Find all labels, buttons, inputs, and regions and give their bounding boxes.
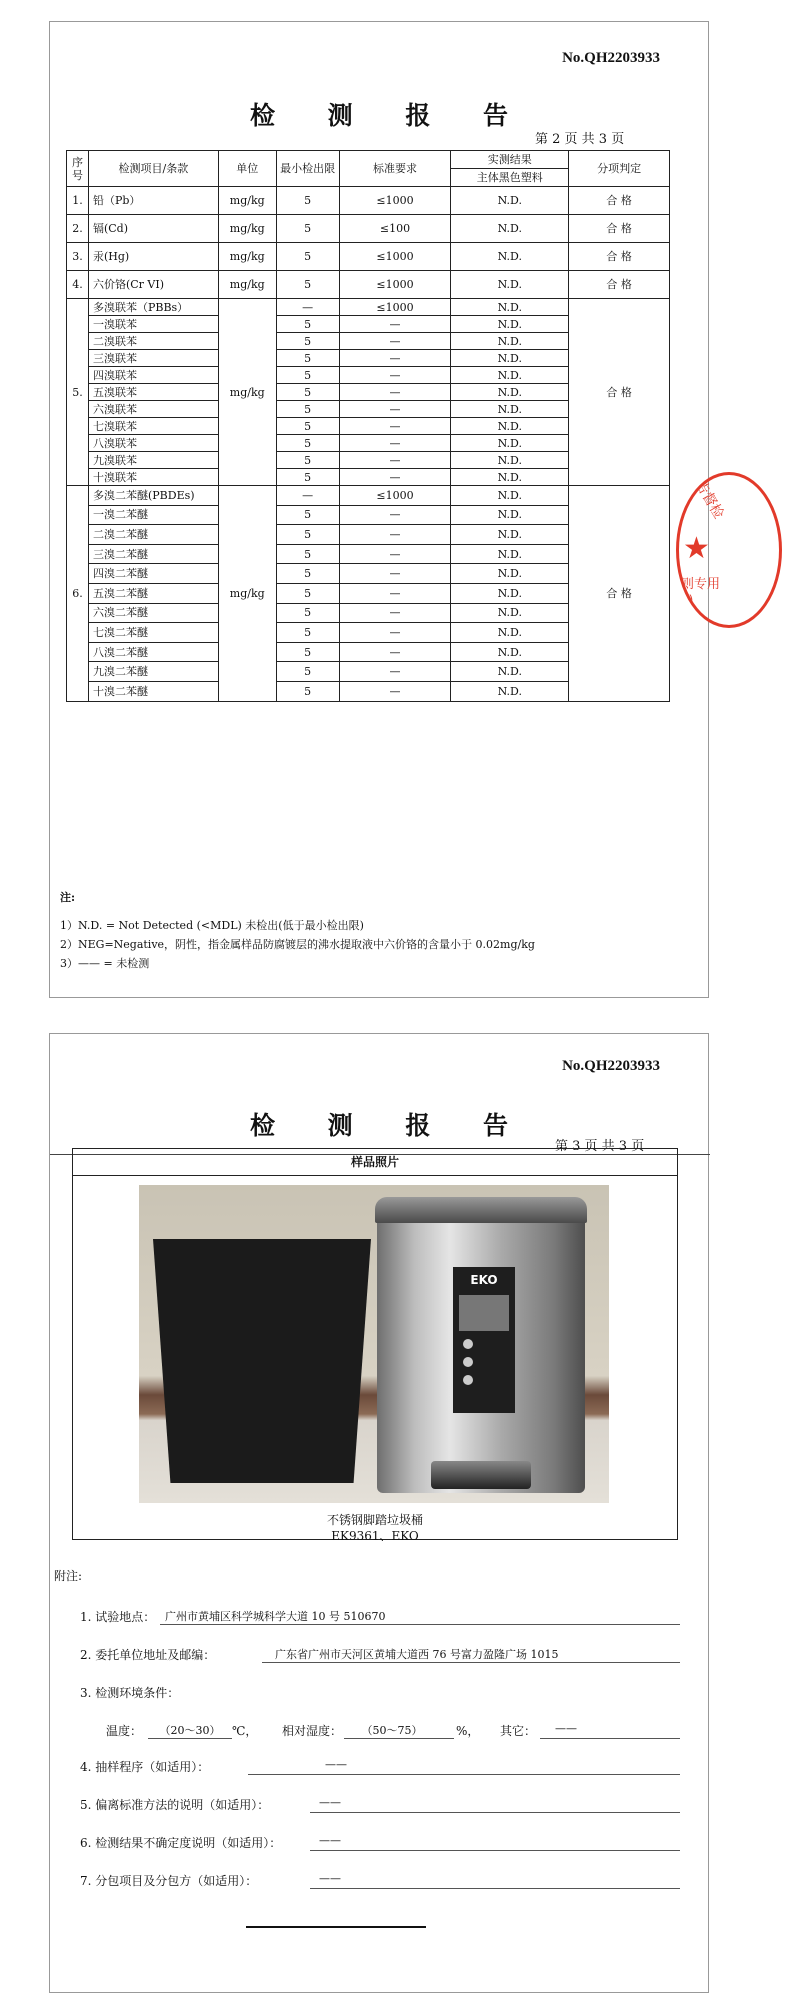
- row-item: 十溴二苯醚: [88, 681, 218, 701]
- row-unit: mg/kg: [218, 187, 276, 215]
- uncertainty-value: ——: [319, 1834, 341, 1847]
- subcontract-label: 7. 分包项目及分包方（如适用）：: [80, 1874, 258, 1888]
- sample-photo-header: 样品照片: [73, 1149, 677, 1176]
- row-number: 4.: [67, 271, 89, 299]
- report-number: No.QH2203933: [562, 50, 660, 66]
- row-standard: —: [339, 367, 451, 384]
- row-mdl: 5: [276, 243, 339, 271]
- row-item: 四溴二苯醚: [88, 564, 218, 584]
- note-line: 3）—— = 未检测: [60, 957, 150, 970]
- row-result: N.D.: [451, 271, 569, 299]
- row-result: N.D.: [451, 642, 569, 662]
- row-mdl: 5: [276, 316, 339, 333]
- foot-pedal: [431, 1461, 531, 1489]
- row-result: N.D.: [451, 525, 569, 545]
- row-mdl: —: [276, 486, 339, 506]
- table-row: [67, 243, 670, 271]
- row-result: N.D.: [451, 603, 569, 623]
- table-row: [67, 271, 670, 299]
- row-result: N.D.: [451, 435, 569, 452]
- row-standard: —: [339, 418, 451, 435]
- report-page-2: [49, 21, 727, 998]
- note-line: 1）N.D. = Not Detected (<MDL) 未检出(低于最小检出限): [60, 919, 364, 932]
- end-rule: [246, 1926, 426, 1928]
- row-standard: —: [339, 333, 451, 350]
- group-verdict: 合 格: [569, 486, 670, 702]
- test-location-label: 1. 试验地点：: [80, 1610, 156, 1624]
- group-number: 6.: [67, 486, 89, 702]
- row-result: N.D.: [451, 452, 569, 469]
- row-standard: —: [339, 623, 451, 643]
- environment-label: 3. 检测环境条件：: [80, 1686, 180, 1700]
- temperature-unit: ℃，: [232, 1724, 258, 1738]
- row-item: 七溴二苯醚: [88, 623, 218, 643]
- row-mdl: 5: [276, 418, 339, 435]
- row-result: N.D.: [451, 350, 569, 367]
- row-item: 九溴联苯: [88, 452, 218, 469]
- header-result: 实测结果: [451, 151, 569, 169]
- sampling-procedure-value: ——: [325, 1758, 347, 1771]
- row-result: N.D.: [451, 316, 569, 333]
- row-result: N.D.: [451, 418, 569, 435]
- table-row: [67, 187, 670, 215]
- row-number: 2.: [67, 215, 89, 243]
- row-standard: —: [339, 316, 451, 333]
- row-item: 六价铬(Cr VI): [88, 271, 218, 299]
- row-item: 六溴联苯: [88, 401, 218, 418]
- header-unit: 单位: [218, 151, 276, 187]
- row-item: 五溴二苯醚: [88, 583, 218, 603]
- row-mdl: 5: [276, 435, 339, 452]
- row-result: N.D.: [451, 544, 569, 564]
- row-standard: —: [339, 603, 451, 623]
- row-standard: ≤1000: [339, 243, 451, 271]
- report-title: 检 测 报 告: [249, 1111, 531, 1140]
- row-item: 四溴联苯: [88, 367, 218, 384]
- row-mdl: 5: [276, 642, 339, 662]
- header-verdict: 分项判定: [569, 151, 670, 187]
- other-label: 其它：: [500, 1724, 537, 1738]
- report-page-3: [49, 1033, 709, 1993]
- sample-name: 不锈钢脚踏垃圾桶: [326, 1513, 423, 1527]
- row-standard: —: [339, 384, 451, 401]
- row-result: N.D.: [451, 243, 569, 271]
- row-item: 二溴二苯醚: [88, 525, 218, 545]
- row-standard: ≤1000: [339, 299, 451, 316]
- row-standard: —: [339, 469, 451, 486]
- note-line: 2）NEG=Negative，阴性，指金属样品防腐镀层的沸水提取液中六价铬的含量小于 0.02mg/kg: [60, 938, 535, 951]
- row-mdl: 5: [276, 544, 339, 564]
- row-standard: —: [339, 435, 451, 452]
- row-standard: —: [339, 401, 451, 418]
- row-item: 八溴联苯: [88, 435, 218, 452]
- row-standard: ≤1000: [339, 187, 451, 215]
- row-result: N.D.: [451, 564, 569, 584]
- row-unit: mg/kg: [218, 271, 276, 299]
- row-item: 多溴联苯（PBBs）: [88, 299, 218, 316]
- row-standard: —: [339, 642, 451, 662]
- row-item: 铅（Pb）: [88, 187, 218, 215]
- row-item: 二溴联苯: [88, 333, 218, 350]
- row-item: 六溴二苯醚: [88, 603, 218, 623]
- humidity-unit: %，: [456, 1724, 480, 1738]
- row-mdl: 5: [276, 187, 339, 215]
- table-row: [67, 299, 670, 316]
- row-item: 十溴联苯: [88, 469, 218, 486]
- table-row: [67, 215, 670, 243]
- row-verdict: 合 格: [569, 187, 670, 215]
- row-result: N.D.: [451, 215, 569, 243]
- temperature-label: 温度：: [106, 1724, 143, 1738]
- header-standard: 标准要求: [339, 151, 451, 187]
- row-item: 七溴联苯: [88, 418, 218, 435]
- row-mdl: 5: [276, 452, 339, 469]
- humidity-label: 相对湿度：: [282, 1724, 343, 1738]
- row-standard: —: [339, 564, 451, 584]
- inspection-seal: 告督检 则专用 1) ★: [676, 472, 782, 628]
- header-mdl: 最小检出限: [276, 151, 339, 187]
- client-address-label: 2. 委托单位地址及邮编：: [80, 1648, 216, 1662]
- row-standard: —: [339, 681, 451, 701]
- row-result: N.D.: [451, 486, 569, 506]
- row-item: 三溴二苯醚: [88, 544, 218, 564]
- page-indicator: 第 2 页 共 3 页: [535, 132, 625, 147]
- row-number: 3.: [67, 243, 89, 271]
- row-mdl: 5: [276, 681, 339, 701]
- row-mdl: 5: [276, 525, 339, 545]
- deviation-value: ——: [319, 1796, 341, 1809]
- row-standard: —: [339, 350, 451, 367]
- sample-model: EK9361、EKO: [331, 1529, 419, 1543]
- row-mdl: 5: [276, 469, 339, 486]
- row-standard: ≤1000: [339, 271, 451, 299]
- test-results-table: [66, 150, 670, 702]
- row-verdict: 合 格: [569, 243, 670, 271]
- brand-label: EKO: [470, 1273, 498, 1287]
- row-standard: —: [339, 505, 451, 525]
- group-unit: mg/kg: [218, 299, 276, 486]
- black-inner-bucket: [153, 1239, 371, 1483]
- row-item: 镉(Cd): [88, 215, 218, 243]
- row-result: N.D.: [451, 401, 569, 418]
- client-address-value: 广东省广州市天河区黄埔大道西 76 号富力盈隆广场 1015: [275, 1648, 559, 1661]
- row-standard: ≤1000: [339, 486, 451, 506]
- row-mdl: 5: [276, 564, 339, 584]
- row-mdl: 5: [276, 401, 339, 418]
- row-result: N.D.: [451, 299, 569, 316]
- row-item: 多溴二苯醚(PBDEs): [88, 486, 218, 506]
- row-verdict: 合 格: [569, 215, 670, 243]
- test-location-value: 广州市黄埔区科学城科学大道 10 号 510670: [165, 1610, 386, 1623]
- row-result: N.D.: [451, 662, 569, 682]
- row-standard: ≤100: [339, 215, 451, 243]
- row-mdl: 5: [276, 505, 339, 525]
- row-verdict: 合 格: [569, 271, 670, 299]
- row-mdl: 5: [276, 215, 339, 243]
- row-result: N.D.: [451, 681, 569, 701]
- row-mdl: 5: [276, 333, 339, 350]
- row-result: N.D.: [451, 333, 569, 350]
- header-result-sub: 主体黑色塑料: [451, 169, 569, 187]
- group-verdict: 合 格: [569, 299, 670, 486]
- row-item: 八溴二苯醚: [88, 642, 218, 662]
- row-number: 1.: [67, 187, 89, 215]
- row-standard: —: [339, 544, 451, 564]
- row-standard: —: [339, 452, 451, 469]
- group-number: 5.: [67, 299, 89, 486]
- group-unit: mg/kg: [218, 486, 276, 702]
- row-mdl: 5: [276, 384, 339, 401]
- table-row: [67, 486, 670, 506]
- row-mdl: 5: [276, 623, 339, 643]
- steel-pedal-bin: [377, 1197, 585, 1493]
- subcontract-value: ——: [319, 1872, 341, 1885]
- row-item: 汞(Hg): [88, 243, 218, 271]
- row-result: N.D.: [451, 367, 569, 384]
- page-indicator: 第 3 页 共 3 页: [555, 1139, 645, 1154]
- temperature-value: （20～30）: [159, 1724, 221, 1737]
- sample-photo: [139, 1185, 609, 1503]
- row-item: 一溴二苯醚: [88, 505, 218, 525]
- row-standard: —: [339, 662, 451, 682]
- row-unit: mg/kg: [218, 243, 276, 271]
- report-number: No.QH2203933: [562, 1058, 660, 1074]
- row-standard: —: [339, 583, 451, 603]
- row-result: N.D.: [451, 583, 569, 603]
- humidity-value: （50～75）: [361, 1724, 423, 1737]
- header-item: 检测项目/条款: [88, 151, 218, 187]
- uncertainty-label: 6. 检测结果不确定度说明（如适用）：: [80, 1836, 282, 1850]
- other-value: ——: [555, 1722, 577, 1735]
- additional-notes-title: 附注:: [54, 1569, 83, 1583]
- header-seq: 序号: [67, 151, 89, 187]
- sampling-procedure-label: 4. 抽样程序（如适用）：: [80, 1760, 210, 1774]
- row-item: 三溴联苯: [88, 350, 218, 367]
- row-mdl: 5: [276, 367, 339, 384]
- sample-photo-section: [72, 1148, 678, 1543]
- row-mdl: 5: [276, 271, 339, 299]
- row-mdl: 5: [276, 350, 339, 367]
- row-mdl: 5: [276, 603, 339, 623]
- row-item: 九溴二苯醚: [88, 662, 218, 682]
- row-result: N.D.: [451, 623, 569, 643]
- row-result: N.D.: [451, 384, 569, 401]
- row-unit: mg/kg: [218, 215, 276, 243]
- row-item: 一溴联苯: [88, 316, 218, 333]
- row-result: N.D.: [451, 187, 569, 215]
- deviation-label: 5. 偏离标准方法的说明（如适用）：: [80, 1798, 270, 1812]
- row-mdl: —: [276, 299, 339, 316]
- report-title: 检 测 报 告: [249, 101, 531, 130]
- notes-title: 注:: [60, 891, 76, 904]
- row-result: N.D.: [451, 469, 569, 486]
- row-standard: —: [339, 525, 451, 545]
- row-result: N.D.: [451, 505, 569, 525]
- row-mdl: 5: [276, 583, 339, 603]
- row-item: 五溴联苯: [88, 384, 218, 401]
- row-mdl: 5: [276, 662, 339, 682]
